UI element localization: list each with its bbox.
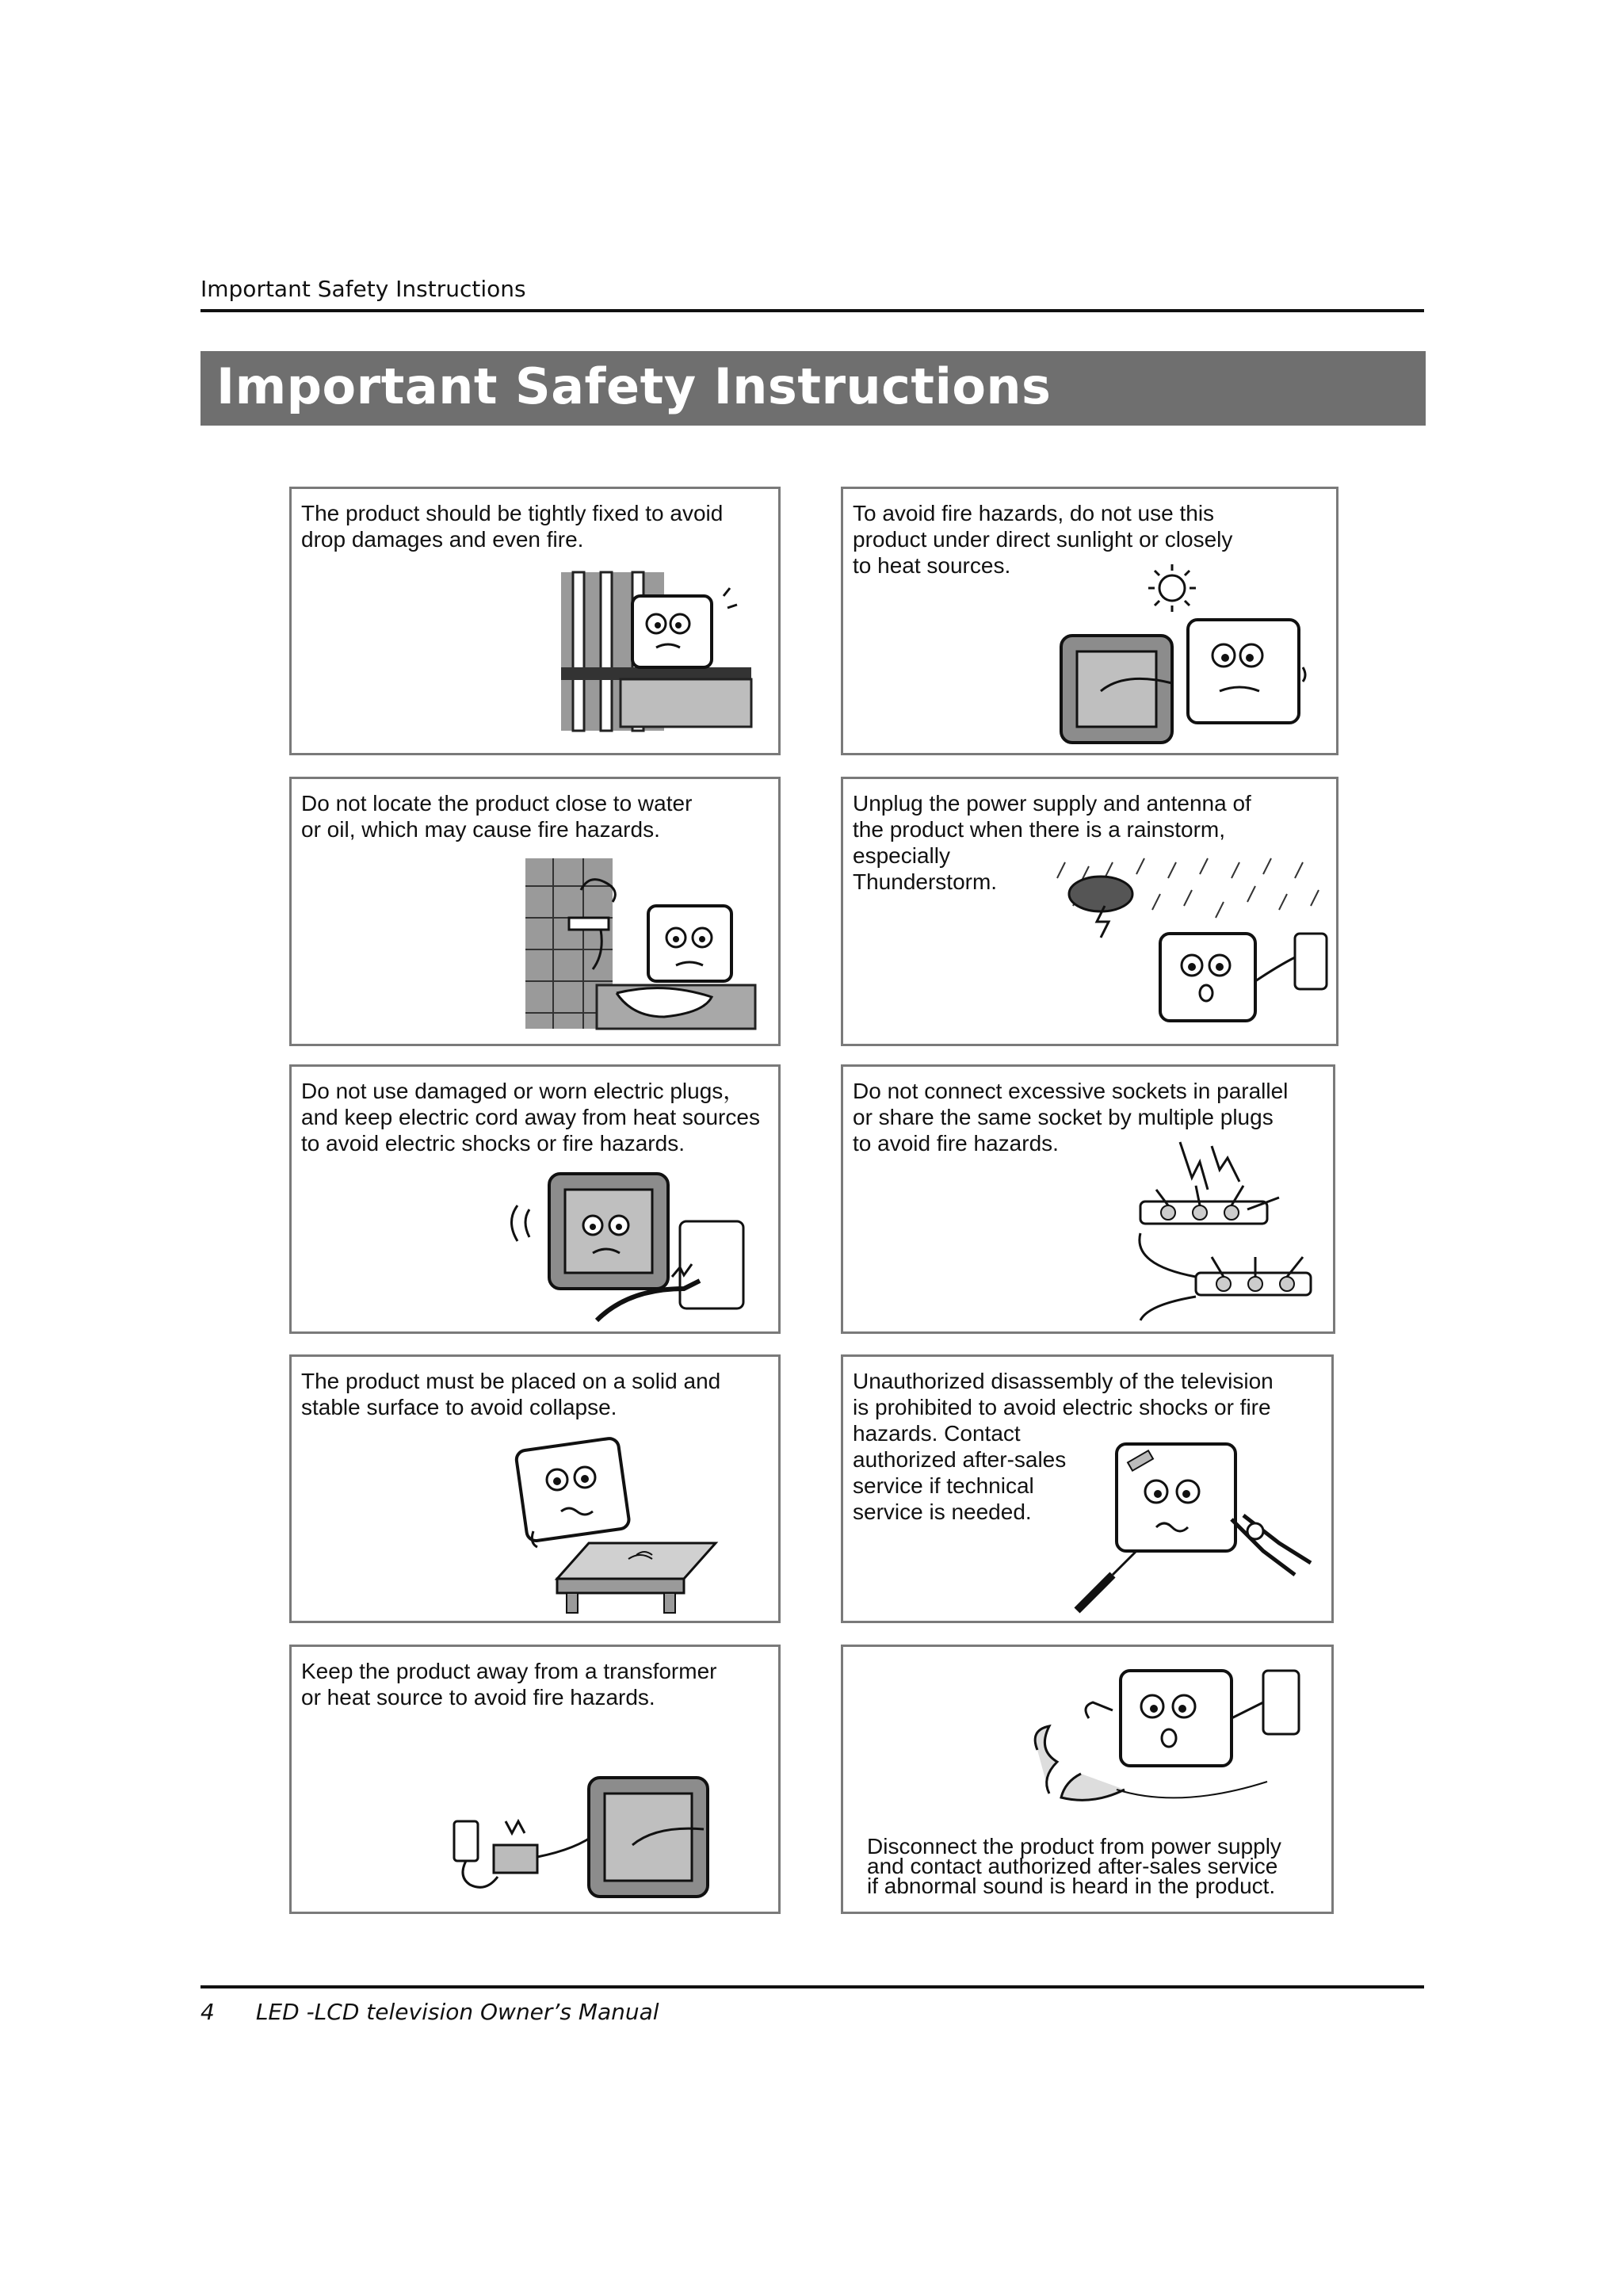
safety-panel-disassembly <box>841 1354 1334 1623</box>
tv-on-unstable-table-icon <box>510 1436 724 1614</box>
safety-panel-sunlight <box>841 487 1338 755</box>
page-footer <box>200 1999 659 2025</box>
tv-disassembly-tools-icon <box>1073 1432 1327 1618</box>
panel-text: To avoid fire hazards, do not use this product under direct sunlight or closely to heat sources. <box>853 501 1233 578</box>
tv-damaged-plug-icon <box>502 1166 755 1324</box>
panel-text: Do not use damaged or worn electric plugs， and keep electric cord away from heat sources to avoid electric shocks or fire hazards. <box>301 1079 760 1156</box>
safety-panel-stable-surface <box>289 1354 781 1623</box>
panel-text: Unauthorized disassembly of the television is prohibited to avoid electric shocks or fire hazards. Contact authorized after-sales service if technical service is needed. <box>853 1369 1274 1524</box>
footer-divider <box>200 1985 1424 1988</box>
panel-text: Do not connect excessive sockets in parallel or share the same socket by multiple plugs to avoid fire hazards. <box>853 1079 1289 1156</box>
running-head-title: Important Safety Instructions <box>200 276 526 302</box>
header-divider <box>200 309 1424 312</box>
safety-panel-thunderstorm <box>841 777 1338 1046</box>
safety-panel-water <box>289 777 781 1046</box>
tv-near-transformer-icon <box>450 1774 724 1904</box>
panel-text: The product should be tightly fixed to avoid drop damages and even fire. <box>301 501 724 552</box>
tv-near-water-tap-icon <box>521 854 759 1033</box>
panel-text: The product must be placed on a solid and stable surface to avoid collapse. <box>301 1369 721 1419</box>
safety-panel-abnormal-sound <box>841 1645 1334 1914</box>
safety-panel-wall-mount <box>289 487 781 755</box>
tv-abnormal-sound-icon <box>1022 1655 1315 1809</box>
safety-panel-damaged-plug <box>289 1064 781 1334</box>
section-banner <box>200 351 1426 426</box>
panel-text: Disconnect the product from power supply and contact authorized after-sales service if abnormal sound is heard in the product. <box>867 1834 1281 1898</box>
safety-panel-multiple-sockets <box>841 1064 1335 1334</box>
tv-mounted-on-wall-icon <box>557 564 755 739</box>
panel-text: Unplug the power supply and antenna of the product when there is a rainstorm, especially Thunderstorm. <box>853 791 1251 894</box>
tv-unplug-in-thunderstorm-icon <box>1041 846 1335 1037</box>
panel-text: Do not locate the product close to water or oil, which may cause fire hazards. <box>301 791 693 842</box>
tv-near-sun-and-heat-icon <box>1053 564 1315 751</box>
safety-panel-transformer <box>289 1645 781 1914</box>
panel-text: Keep the product away from a transformer or heat source to avoid fire hazards. <box>301 1659 717 1710</box>
manual-title: LED -LCD television Owner’s Manual <box>255 1999 659 2025</box>
overloaded-power-strip-icon <box>1136 1138 1319 1324</box>
page-number: 4 <box>200 1999 215 2025</box>
section-title: Important Safety Instructions <box>216 357 1052 415</box>
